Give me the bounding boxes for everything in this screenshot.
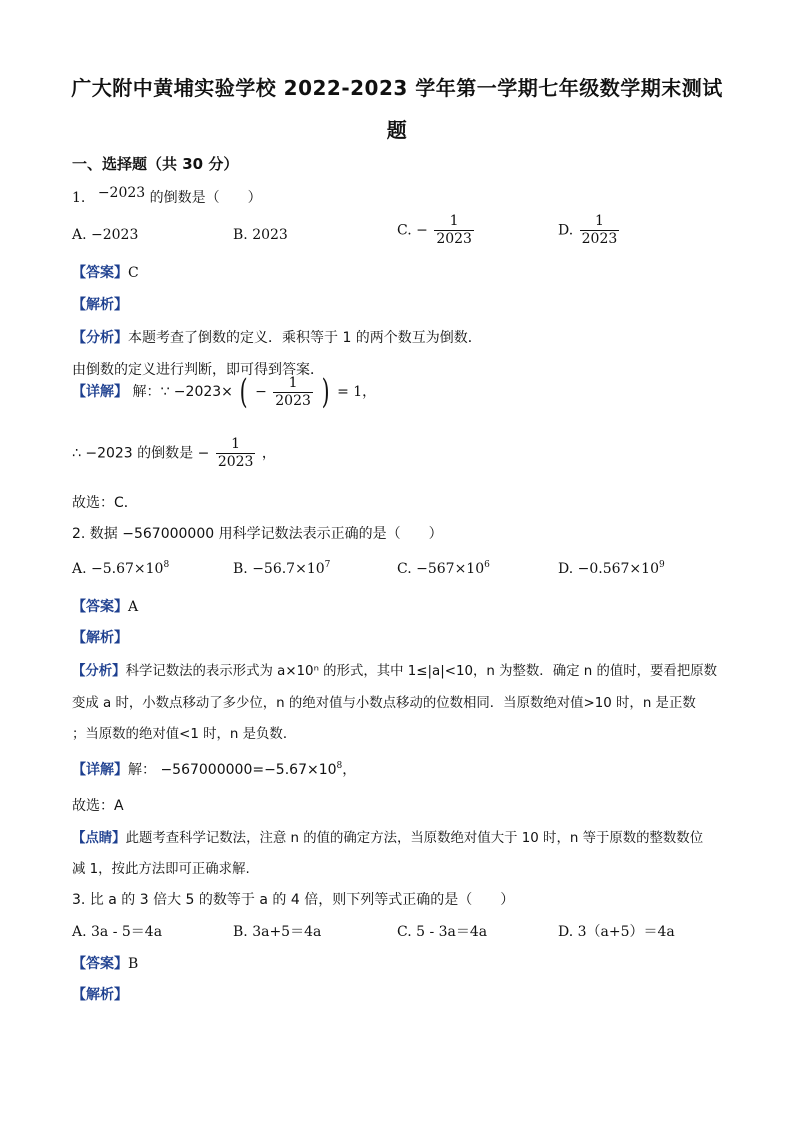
fraction-numerator: 1 [449, 213, 459, 229]
fraction-numerator: 1 [595, 213, 604, 229]
fraction [273, 376, 313, 409]
analysis-fenxi [72, 660, 717, 679]
analysis-fenxi [72, 327, 482, 347]
answer-value: C [128, 265, 139, 281]
page-title-line1: 广大附中黄埔实验学校 2022-2023 学年第一学期七年级数学期末测试 [71, 76, 723, 100]
left-paren: ( [240, 372, 248, 412]
option-value: C. −567×10 [397, 561, 485, 577]
dianjing [72, 827, 703, 846]
exponent: 6 [484, 560, 490, 570]
fraction-denominator: 2023 [436, 231, 472, 247]
option-sign: − [416, 222, 428, 239]
exponent: 8 [163, 560, 170, 570]
option-d [558, 561, 665, 577]
question-number: 1. [72, 190, 86, 206]
solution-result: = 1， [337, 384, 377, 400]
option-c [397, 561, 490, 577]
fraction-denominator: 2023 [581, 231, 618, 247]
therefore-text: ∴ −2023 的倒数是 − [72, 445, 210, 462]
question-text: 的倒数是（ ） [149, 190, 262, 206]
math-expression: −2023 [97, 185, 146, 201]
option-value: 2023 [252, 227, 288, 243]
analysis-fenxi-line3: ；当原数的绝对值<1 时，n 是负数． [72, 727, 297, 742]
question-2-stem: 2. 数据 −567000000 用科学记数法表示正确的是（ ） [72, 526, 443, 542]
therefore-end: ， [261, 445, 276, 462]
fraction [580, 214, 620, 247]
fenxi-label: 【分析】 [72, 664, 126, 679]
therefore-line [72, 437, 276, 470]
option-value: D. −0.567×10 [558, 561, 659, 577]
option-a: A. 3a - 5＝4a [72, 924, 163, 940]
fraction [216, 437, 256, 470]
exponent: 9 [658, 560, 665, 570]
xiangjie-label: 【详解】 [72, 384, 128, 400]
answer-row [72, 596, 138, 616]
fraction-denominator: 2023 [217, 454, 254, 470]
solution-text: 解：∵ −2023× [132, 384, 233, 400]
xiangjie-label: 【详解】 [72, 762, 128, 778]
option-label: D. [558, 222, 574, 239]
right-paren: ) [322, 372, 330, 412]
analysis-label: 【解析】 [72, 297, 128, 313]
choose-line: 故选：C． [72, 495, 138, 511]
fenxi-label: 【分析】 [72, 330, 128, 346]
option-b: B. 3a+5＝4a [233, 924, 322, 940]
solution-text: 解： −567000000=−5.67×10 [128, 762, 337, 778]
option-d: D. 3（a+5）＝4a [558, 924, 675, 940]
answer-value: A [128, 599, 139, 615]
option-d [558, 214, 621, 247]
fenxi-text: 科学记数法的表示形式为 a×10ⁿ 的形式，其中 1≤|a|<10，n 为整数．确定 n 的值时，要看把原数 [125, 664, 717, 679]
analysis-label: 【解析】 [72, 987, 128, 1003]
fraction [434, 214, 474, 247]
dianjing-text: 此题考查科学记数法，注意 n 的值的确定方法，当原数绝对值大于 10 时，n 等于原数的整数数位 [125, 831, 704, 846]
answer-row [72, 262, 139, 282]
question-3-stem: 3. 比 a 的 3 倍大 5 的数等于 a 的 4 倍，则下列等式正确的是（ ） [72, 892, 515, 908]
solution-sign: − [255, 384, 267, 400]
answer-label: 【答案】 [72, 265, 128, 281]
option-value: B. −56.7×10 [233, 561, 325, 577]
option-b [233, 561, 330, 577]
choose-line: 故选：A [72, 798, 124, 814]
option-value: −2023 [91, 227, 139, 243]
option-c [397, 214, 476, 247]
option-c: C. 5 - 3a＝4a [397, 924, 488, 940]
section-heading: 一、选择题（共 30 分） [72, 155, 239, 173]
answer-label: 【答案】 [72, 599, 128, 615]
detailed-solution [72, 372, 377, 412]
solution-end: ， [342, 762, 357, 778]
fraction-numerator: 1 [288, 374, 298, 391]
analysis-label: 【解析】 [72, 630, 128, 646]
option-b [233, 227, 288, 243]
fenxi-text: 本题考查了倒数的定义．乘积等于 1 的两个数互为倒数． [128, 330, 482, 346]
option-label: B. [233, 227, 248, 243]
option-a [72, 561, 169, 577]
option-label: C. [397, 222, 412, 239]
option-label: A. [72, 227, 87, 243]
fraction-numerator: 1 [231, 436, 241, 452]
fraction-denominator: 2023 [275, 392, 311, 409]
page-title-line2: 题 [386, 118, 408, 142]
dianjing-line2: 减 1，按此方法即可正确求解. [72, 862, 250, 877]
exponent: 8 [336, 761, 343, 771]
detailed-solution [72, 759, 356, 779]
dianjing-label: 【点睛】 [72, 831, 126, 846]
analysis-fenxi-line2: 变成 a 时，小数点移动了多少位，n 的绝对值与小数点移动的位数相同．当原数绝对值>10 时，n 是正数 [72, 696, 696, 711]
option-value: A. −5.67×10 [72, 561, 164, 577]
answer-label: 【答案】 [72, 956, 128, 972]
answer-value: B [128, 956, 139, 972]
analysis-fenxi-line2: 由倒数的定义进行判断，即可得到答案． [72, 362, 324, 378]
question-1-stem [72, 187, 262, 207]
option-a [72, 227, 138, 243]
exponent: 7 [324, 560, 331, 570]
answer-row [72, 953, 138, 973]
